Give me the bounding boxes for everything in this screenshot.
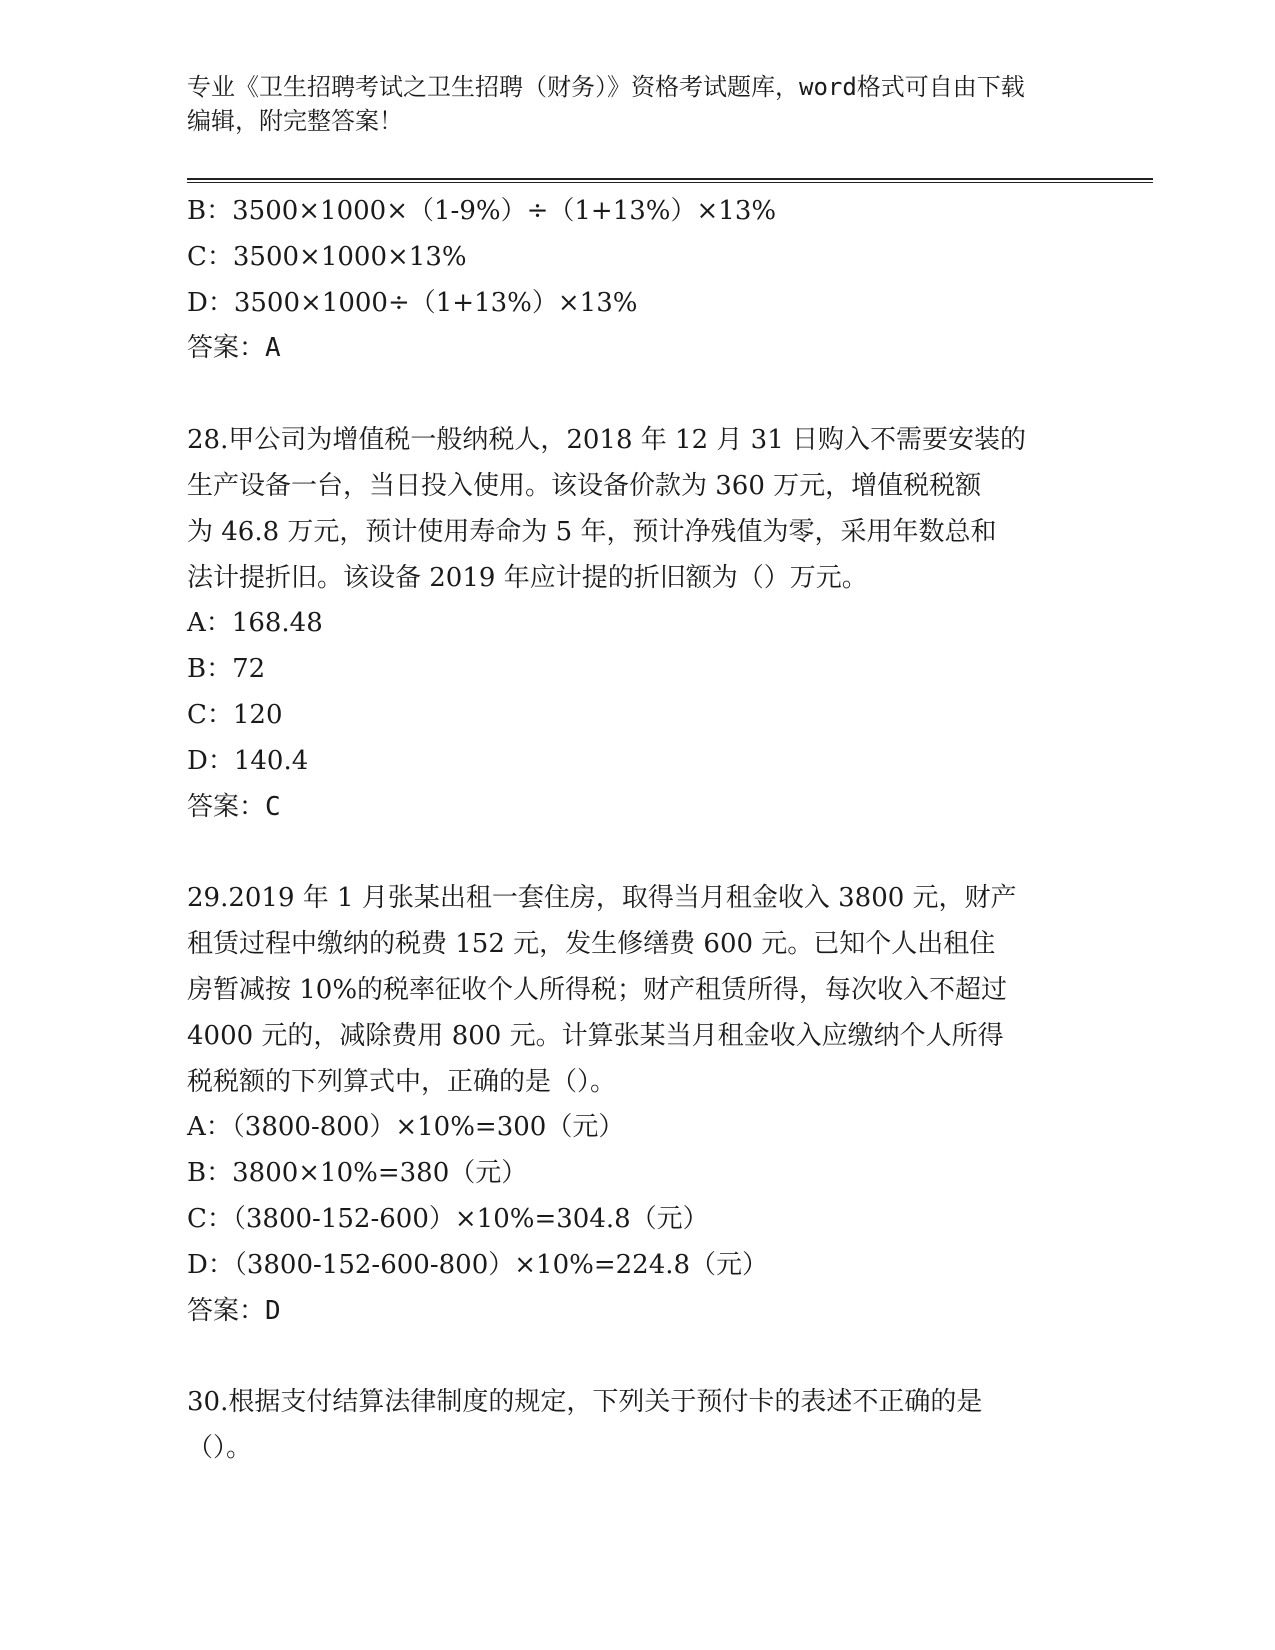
page-header	[187, 70, 1087, 138]
question-27	[187, 189, 1087, 372]
document-body	[187, 189, 1087, 1472]
option-b: B：72	[187, 654, 266, 685]
option-c: C：3500×1000×13%	[187, 241, 467, 272]
option-d: D：（3800-152-600-800）×10%=224.8（元）	[187, 1249, 769, 1280]
question-text-line: 为 46.8 万元，预计使用寿命为 5 年，预计净残值为零，采用年数总和	[187, 516, 997, 547]
question-text-line: （）。	[187, 1433, 253, 1464]
option-a: A：（3800-800）×10%=300（元）	[187, 1112, 625, 1143]
option-a: A：168.48	[187, 608, 323, 639]
option-c: C：（3800-152-600）×10%=304.8（元）	[187, 1203, 709, 1234]
question-text-line: 法计提折旧。该设备 2019 年应计提的折旧额为（）万元。	[187, 562, 868, 593]
question-text-line: 30.根据支付结算法律制度的规定，下列关于预付卡的表述不正确的是	[187, 1387, 983, 1418]
answer: 答案：A	[187, 333, 281, 364]
question-28	[187, 418, 1087, 830]
answer: 答案：D	[187, 1295, 281, 1326]
header-line-1: 专业《卫生招聘考试之卫生招聘（财务）》资格考试题库，word格式可自由下载	[187, 73, 1025, 101]
header-line-2: 编辑，附完整答案！	[187, 107, 403, 135]
question-text-line: 28.甲公司为增值税一般纳税人，2018 年 12 月 31 日购入不需要安装的	[187, 425, 1027, 456]
question-29	[187, 876, 1087, 1334]
question-text-line: 29.2019 年 1 月张某出租一套住房，取得当月租金收入 3800 元，财产	[187, 883, 1017, 914]
option-d: D：140.4	[187, 745, 309, 776]
question-text-line: 租赁过程中缴纳的税费 152 元，发生修缮费 600 元。已知个人出租住	[187, 929, 996, 960]
option-b: B：3500×1000×（1-9%）÷（1+13%）×13%	[187, 196, 777, 226]
option-d: D：3500×1000÷（1+13%）×13%	[187, 287, 638, 318]
question-text-line: 房暂减按 10%的税率征收个人所得税；财产租赁所得，每次收入不超过	[187, 974, 1008, 1005]
answer: 答案：C	[187, 791, 281, 822]
question-text-line: 4000 元的，减除费用 800 元。计算张某当月租金收入应缴纳个人所得	[187, 1020, 1004, 1051]
header-divider	[187, 178, 1153, 183]
option-b: B：3800×10%=380（元）	[187, 1158, 528, 1189]
option-c: C：120	[187, 699, 283, 730]
question-text-line: 税税额的下列算式中，正确的是（）。	[187, 1066, 617, 1097]
question-30	[187, 1380, 1087, 1472]
question-text-line: 生产设备一台，当日投入使用。该设备价款为 360 万元，增值税税额	[187, 470, 982, 501]
